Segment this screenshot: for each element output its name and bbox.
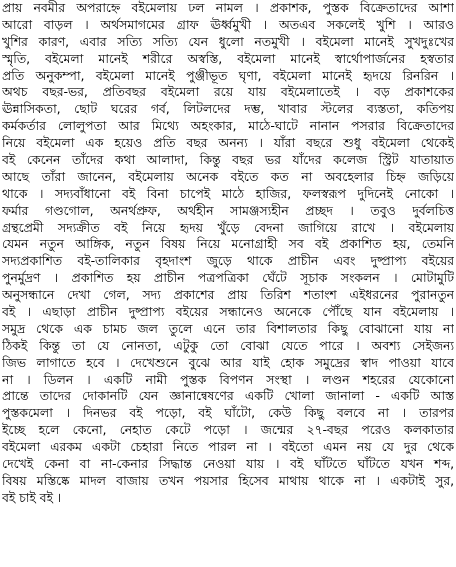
text-line: প্রতি অনুকম্পা, বইমেলা মানেই পুঞ্জীভূত ঘৃণা, বইমেলা মানেই হৃদয়ে রিনরিন । (2, 67, 454, 83)
text-line: সদ্যপ্রকাশিত বই-তালিকার বৃহদাংশ জুড়ে থাকে প্রাচীন এবং দুষ্প্রাপ্য বইয়ের (2, 253, 454, 269)
text-line: ফর্মার গণ্ডগোল, অনর্থপ্রুফ, অর্থহীন সামঞ্জস্যহীন প্রচ্ছদ । তবুও দুর্বলচিত্ত (2, 202, 454, 218)
text-line: বিষয় মস্তিষ্কে মাদল বাজায় তখন পয়সার হিসেব মাথায় থাকে না । একটাই সুর, (2, 472, 454, 488)
text-line: পুনর্মুদ্রণ । প্রকাশিত হয় প্রাচীন পত্রপত্রিকা ঘেঁটে সূচাক সংকলন । মোটামুটি (2, 270, 454, 286)
text-line: প্রায় নবমীর অপরাহ্নে বইমেলায় ঢল নামল । প্রকাশক, পুস্তক বিক্রেতাদের আশা (2, 0, 454, 15)
text-line: সমুদ্র থেকে এক চামচ জল তুলে এনে তার বিশালতার কিছু বোঝানো যায় না (2, 320, 454, 336)
text-line: যেমন নতুন আঙ্গিক, নতুন বিষয় নিয়ে মনোগ্রাহী সব বই প্রকাশিত হয়, তেমনি (2, 236, 454, 252)
text-line: দেখেই কেনা বা না-কেনার সিদ্ধান্ত নেওয়া যায় । বই ঘাঁটতে ঘাঁটতে যখন শব্দ, (2, 456, 454, 472)
text-line: ইচ্ছে হলে কেনো, নেহাত কেটে পড়ো । জন্মের ২৭-বছর পরেও কলকাতার (2, 422, 454, 438)
text-line: বই । এছাড়া প্রাচীন দুষ্প্রাপ্য বইয়ের সন্ধানেও অনেকে পৌঁছে যান বইমেলায় । (2, 304, 454, 320)
text-line: আরো বাড়ল । অর্থসমাগমের গ্রাফ ঊর্ধ্বমুখী । অতএব সকলেই খুশি । আরও (2, 16, 454, 32)
body-text (2, 0, 454, 507)
document-page (2, 0, 454, 567)
text-line: আছে তাঁরা জানেন, বইমেলায় অনেক বইতে কত না অবহেলার চিহ্ন জড়িয়ে (2, 168, 454, 184)
text-line: নিয়ে বইমেলা এক হয়েও প্রতি বছর অনন্য । যাঁরা বছরে শুধু বইমেলা থেকেই (2, 135, 454, 151)
text-line: বই কেনেন তাঁদের কথা আলাদা, কিন্তু বছর ভর যাঁদের কলেজ স্ট্রিট যাতায়াত (2, 152, 454, 168)
text-line: খুশির কারণ, এবার সত্যি সত্যি যেন ধুলো নতমুখী । বইমেলা মানেই সুখদুঃখের (2, 33, 454, 49)
text-line: অথচ বছর-ভর, প্রতিবছর বইমেলা রয়ে যায় বইমেলাতেই । বড় প্রকাশকের (2, 84, 454, 100)
text-line: না । ডিলন । একটি নামী পুস্তক বিপণন সংস্থা । লণ্ডন শহরের যেকোনো (2, 371, 454, 387)
text-line: বইমেলা এরকম একটা চেহারা নিতে পারল না । বইতো এমন নয় যে দুর থেকে (2, 439, 454, 455)
text-line: থাকে । সদ্যবাঁধানো বই বিনা চাপেই মাঠে হাজির, ফলস্বরূপ দুদিনেই নোকো । (2, 185, 454, 201)
text-line: ঠিকই কিন্তু তা যে নোনতা, এটুকু তো বোঝা যেতে পারে । অবশ্য সেইজন্য (2, 337, 454, 353)
text-line: জিভ লাগাতে হবে । দেখেশুনে বুঝে আর যাই হোক সমুদ্রের স্বাদ পাওয়া যাবে (2, 354, 454, 370)
text-line: স্মৃতি, বইমেলা মানেই শরীরে অস্বস্তি, বইমেলা মানেই স্বার্থোপার্জনের হস্বতার (2, 50, 454, 66)
text-line: প্রান্তে তাদের দোকানটি যেন জ্ঞানান্বেষণের একটি খোলা জানালা - একটি আস্ত (2, 388, 454, 404)
text-line: কর্মকর্তার লোলুপতা আর মিথ্যে অহংকার, মাঠে-ঘাটে নানান পসরার বিক্রেতাদের (2, 118, 454, 134)
text-line: বই চাই বই । (2, 489, 62, 505)
text-line: পুস্তকমেলা । দিনভর বই পড়ো, বই ঘাঁটো, কেউ কিছু বলবে না । তারপর (2, 405, 454, 421)
text-line: অনুসন্ধানে দেখা গেল, সদ্য প্রকাশের প্রায় তিরিশ শতাংশ এইধরনের পুরানতুন (2, 287, 454, 303)
text-line: গ্রন্থপ্রেমী সদ্যক্রীত বই নিয়ে হৃদয় খুঁড়ে বেদনা জাগিয়ে রাখে । বইমেলায় (2, 219, 454, 235)
text-line: ঊন্নাসিকতা, ছোট ঘরের গর্ব, লিটলদের দম্ভ, খাবার স্টলের ব্যস্ততা, কতিপয় (2, 101, 454, 117)
